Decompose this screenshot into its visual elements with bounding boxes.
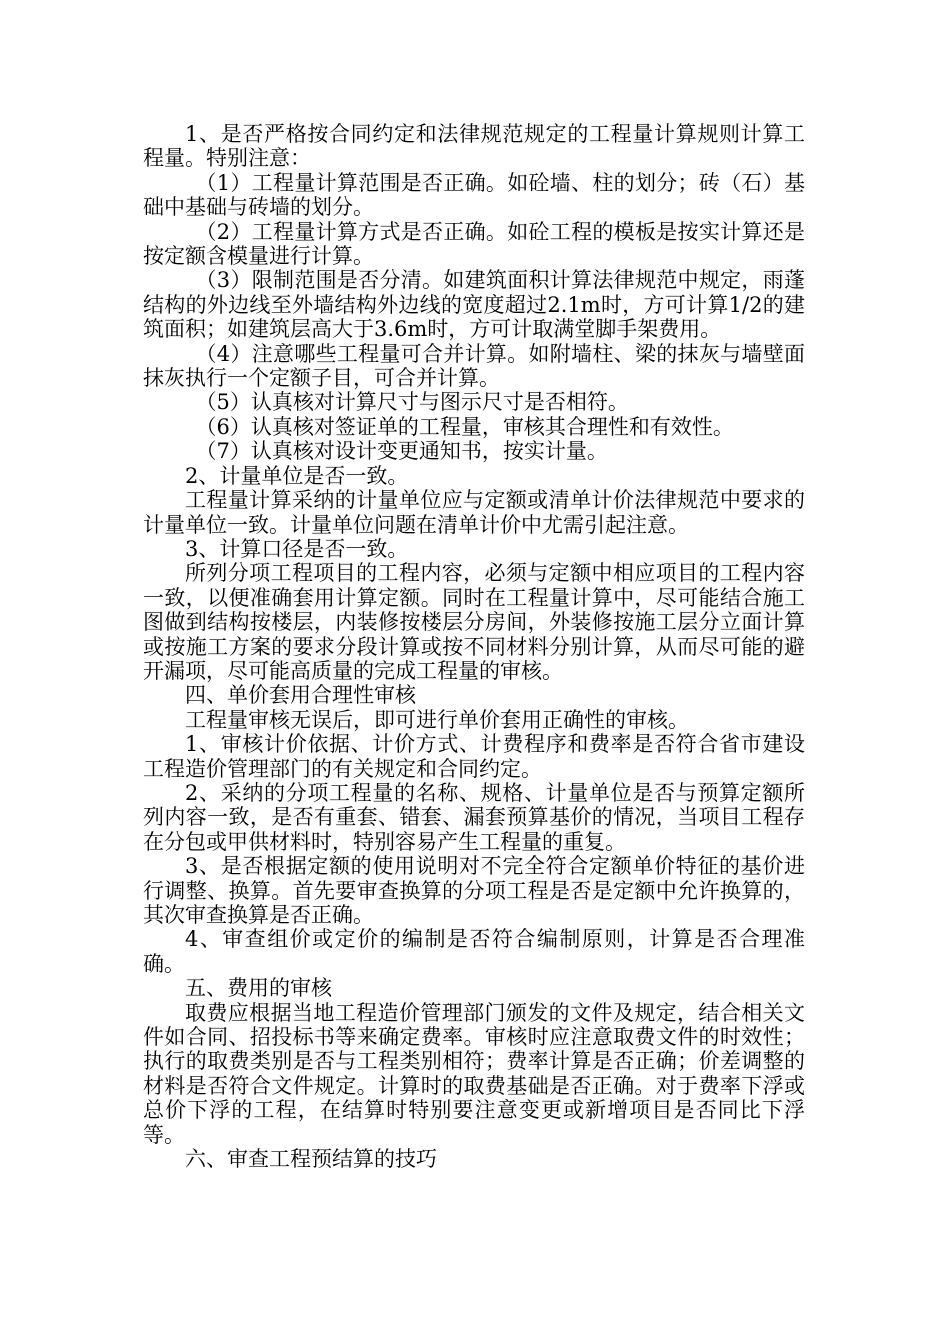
paragraph: 2、计量单位是否一致。 [185,463,409,488]
paragraph: 所列分项工程项目的工程内容，必须与定额中相应项目的工程内容一致，以便准确套用计算定额。同时在工程量计算中，尽可能结合施工图做到结构按楼层，内装修按楼层分房间，外装修按施工层分立面计算或按施工方案的要求分段计算或按不同材料分别计算，从而尽可能的避开漏项，尽可能高质量的完成工程量的审核。 [143,561,805,683]
paragraph: 2、采纳的分项工程量的名称、规格、计量单位是否与预算定额所列内容一致，是否有重套、错套、漏套预算基价的情况，当项目工程存在分包或甲供材料时，特别容易产生工程量的重复。 [143,780,805,854]
paragraph: （2）工程量计算方式是否正确。如砼工程的模板是按实计算还是按定额含模量进行计算。 [143,219,805,269]
paragraph: 取费应根据当地工程造价管理部门颁发的文件及规定，结合相关文件如合同、招投标书等来确定费率。审核时应注意取费文件的时效性；执行的取费类别是否与工程类别相符；费率计算是否正确；价差调整的材料是否符合文件规定。计算时的取费基础是否正确。对于费率下浮或总价下浮的工程，在结算时特别要注意变更或新增项目是否同比下浮等。 [143,1000,805,1147]
section-heading: 六、审查工程预结算的技巧 [185,1147,437,1172]
paragraph: 1、是否严格按合同约定和法律规范规定的工程量计算规则计算工程量。特别注意： [143,122,805,171]
paragraph: 1、审核计价依据、计价方式、计费程序和费率是否符合省市建设工程造价管理部门的有关规定和合同约定。 [143,732,805,781]
paragraph: （4）注意哪些工程量可合并计算。如附墙柱、梁的抹灰与墙壁面抹灰执行一个定额子目，可合并计算。 [143,341,805,391]
paragraph: 3、是否根据定额的使用说明对不完全符合定额单价特征的基价进行调整、换算。首先要审查换算的分项工程是否是定额中允许换算的，其次审查换算是否正确。 [143,854,805,927]
paragraph: 3、计算口径是否一致。 [185,536,409,561]
paragraph: （1）工程量计算范围是否正确。如砼墙、柱的划分；砖（石）基础中基础与砖墙的划分。 [143,170,805,220]
section-heading: 五、费用的审核 [185,976,332,1001]
paragraph: 工程量计算采纳的计量单位应与定额或清单计价法律规范中要求的计量单位一致。计量单位问题在清单计价中尤需引起注意。 [143,488,805,537]
paragraph: （5）认真核对计算尺寸与图示尺寸是否相符。 [195,390,629,415]
paragraph: （7）认真核对设计变更通知书，按实计量。 [195,439,608,464]
section-heading: 四、单价套用合理性审核 [185,683,416,708]
paragraph: （3）限制范围是否分清。如建筑面积计算法律规范中规定，雨蓬结构的外边线至外墙结构外边线的宽度超过2.1m时，方可计算1/2的建筑面积；如建筑层高大于3.6m时，方可计取满堂脚手架费用。 [143,268,805,342]
paragraph: （6）认真核对签证单的工程量，审核其合理性和有效性。 [195,414,734,439]
document-body [143,122,805,1171]
paragraph: 工程量审核无误后，即可进行单价套用正确性的审核。 [185,707,689,732]
paragraph: 4、审查组价或定价的编制是否符合编制原则，计算是否合理准确。 [143,927,805,976]
